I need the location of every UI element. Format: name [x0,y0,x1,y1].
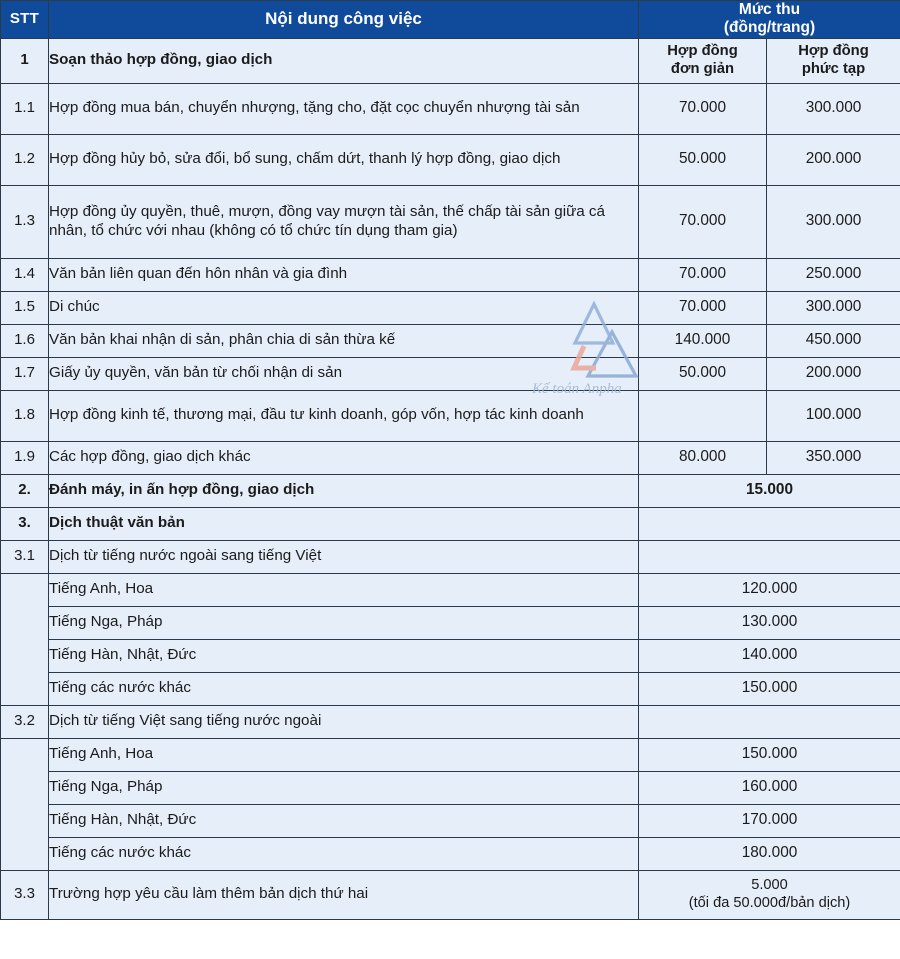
row-content: Tiếng Hàn, Nhật, Đức [49,804,639,837]
table-row [1,134,900,185]
row-price-merged: 120.000 [639,573,900,606]
row-content: Hợp đồng ủy quyền, thuê, mượn, đồng vay mượn tài sản, thế chấp tài sản giữa cá nhân, tổ chức với nhau (không có tổ chức tín dụng tham gia) [49,185,639,258]
row-content: Đánh máy, in ấn hợp đồng, giao dịch [49,474,639,507]
table-row [1,38,900,83]
row-content: Hợp đồng kinh tế, thương mại, đầu tư kinh doanh, góp vốn, hợp tác kinh doanh [49,390,639,441]
row-price-merged [639,540,900,573]
table-body [1,38,900,919]
table-row [1,738,900,771]
row-price-merged [639,507,900,540]
row-stt-spacer [1,738,49,870]
row-content: Các hợp đồng, giao dịch khác [49,441,639,474]
row-stt: 1.1 [1,83,49,134]
row-content: Trường hợp yêu cầu làm thêm bản dịch thứ hai [49,870,639,919]
row-price-complex: 350.000 [767,441,900,474]
row-content: Tiếng Anh, Hoa [49,573,639,606]
row-price-complex: 100.000 [767,390,900,441]
row-content: Tiếng Anh, Hoa [49,738,639,771]
row-stt: 1.2 [1,134,49,185]
row-price-simple: 80.000 [639,441,767,474]
row-stt: 1.3 [1,185,49,258]
row-content: Soạn thảo hợp đồng, giao dịch [49,38,639,83]
header-row [1,1,900,39]
row-content: Tiếng Nga, Pháp [49,606,639,639]
row-stt: 1.9 [1,441,49,474]
row-content: Tiếng Hàn, Nhật, Đức [49,639,639,672]
row-price-complex: 300.000 [767,83,900,134]
row-price-value: 5.000 [751,877,788,894]
row-price-complex: 300.000 [767,185,900,258]
subheader-simple-line2: đơn giản [670,60,735,77]
row-stt: 1.7 [1,357,49,390]
row-stt: 1.5 [1,291,49,324]
row-price-merged: 150.000 [639,738,900,771]
table-row [1,291,900,324]
row-price-complex: 200.000 [767,134,900,185]
row-stt: 2. [1,474,49,507]
subheader-complex-line2: phức tạp [801,60,866,77]
table-row [1,672,900,705]
table-row [1,573,900,606]
subheader-complex-line1: Hợp đồng [798,42,869,59]
table-row [1,324,900,357]
row-price-simple: 50.000 [639,134,767,185]
table-row [1,639,900,672]
table-header [1,1,900,39]
row-price-simple [639,390,767,441]
row-price-simple: 70.000 [639,291,767,324]
row-price-note: (tối đa 50.000đ/bản dịch) [688,894,851,911]
row-price-merged: 150.000 [639,672,900,705]
row-content: Dịch từ tiếng nước ngoài sang tiếng Việt [49,540,639,573]
row-content: Di chúc [49,291,639,324]
row-content: Hợp đồng mua bán, chuyển nhượng, tặng cho, đặt cọc chuyển nhượng tài sản [49,83,639,134]
row-content: Tiếng Nga, Pháp [49,771,639,804]
row-price-simple: 50.000 [639,357,767,390]
row-content: Dịch thuật văn bản [49,507,639,540]
table-row [1,83,900,134]
table-row [1,441,900,474]
subheader-simple-line1: Hợp đồng [667,42,738,59]
row-content: Văn bản khai nhận di sản, phân chia di sản thừa kế [49,324,639,357]
header-stt: STT [1,1,49,39]
row-price-complex: 300.000 [767,291,900,324]
row-price-simple: 70.000 [639,185,767,258]
row-content: Tiếng các nước khác [49,837,639,870]
row-price-complex: 250.000 [767,258,900,291]
row-price-merged: 140.000 [639,639,900,672]
row-stt: 3.1 [1,540,49,573]
row-price-simple: 70.000 [639,258,767,291]
row-stt: 1.6 [1,324,49,357]
row-stt-spacer [1,573,49,705]
row-price-merged: 130.000 [639,606,900,639]
header-fee [639,1,900,39]
table-row [1,771,900,804]
row-price-merged: 160.000 [639,771,900,804]
table-row [1,804,900,837]
row-price-simple: 140.000 [639,324,767,357]
table-row [1,870,900,919]
subheader-simple-contract [639,38,767,83]
header-content: Nội dung công việc [49,1,639,39]
table-row [1,258,900,291]
row-content: Dịch từ tiếng Việt sang tiếng nước ngoài [49,705,639,738]
row-price-merged: 180.000 [639,837,900,870]
table-row [1,540,900,573]
row-price-merged [639,870,900,919]
row-stt: 1.8 [1,390,49,441]
row-content: Giấy ủy quyền, văn bản từ chối nhận di sản [49,357,639,390]
row-content: Văn bản liên quan đến hôn nhân và gia đình [49,258,639,291]
table-row [1,705,900,738]
table-row [1,185,900,258]
row-price-merged: 170.000 [639,804,900,837]
table-row [1,837,900,870]
row-content: Tiếng các nước khác [49,672,639,705]
row-stt: 1.4 [1,258,49,291]
row-price-complex: 450.000 [767,324,900,357]
row-content: Hợp đồng hủy bỏ, sửa đổi, bổ sung, chấm dứt, thanh lý hợp đồng, giao dịch [49,134,639,185]
table-row [1,507,900,540]
row-stt: 1 [1,38,49,83]
table-row [1,474,900,507]
row-price-merged [639,705,900,738]
row-price-simple: 70.000 [639,83,767,134]
row-stt: 3. [1,507,49,540]
row-price-complex: 200.000 [767,357,900,390]
header-fee-line1: Mức thu [738,1,801,18]
table-row [1,357,900,390]
row-stt: 3.2 [1,705,49,738]
table-row [1,606,900,639]
table-row [1,390,900,441]
row-price-merged: 15.000 [639,474,900,507]
header-fee-line2: (đồng/trang) [723,19,816,37]
subheader-complex-contract [767,38,900,83]
watermark-text: Kế toán Anpha [532,381,622,397]
row-stt: 3.3 [1,870,49,919]
